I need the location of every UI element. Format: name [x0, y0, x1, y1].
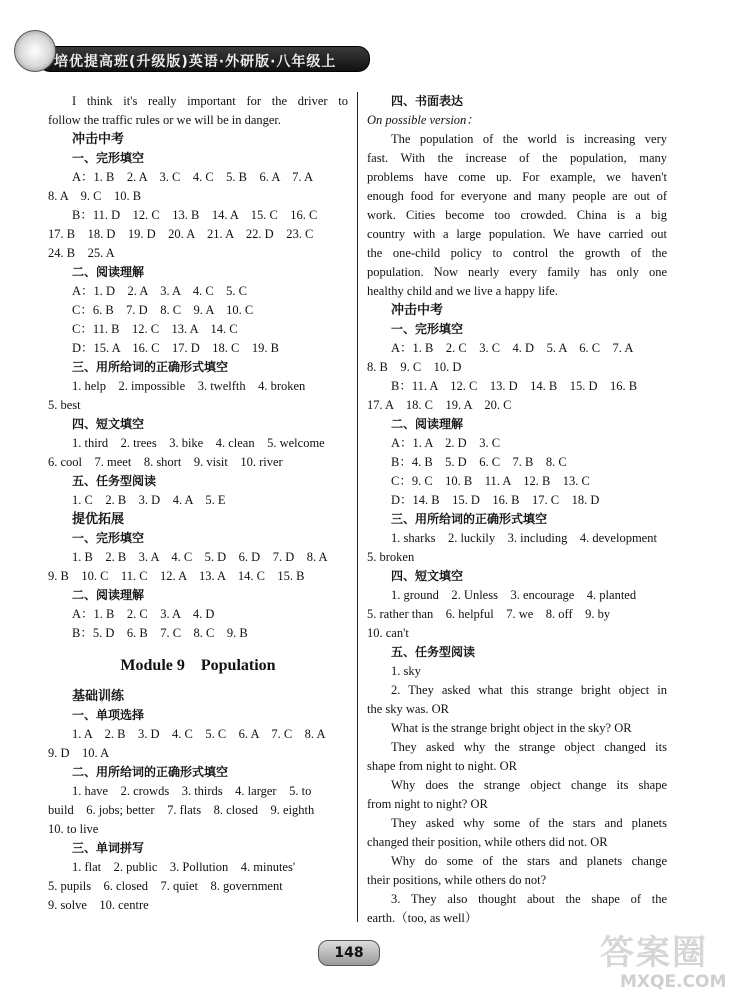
text-line: A：1. B 2. C 3. C 4. D 5. A 6. C 7. A — [391, 341, 634, 355]
header-badge-icon — [14, 30, 56, 72]
text-line: 1. ground 2. Unless 3. encourage 4. planted — [391, 588, 637, 602]
text-line: They asked why the strange object changed its — [391, 740, 667, 754]
text-line: from night to night? OR — [367, 797, 488, 811]
text-line: 9. B 10. C 11. C 12. A 13. A 14. C 15. B — [48, 569, 305, 583]
section-heading: 一、完形填空 — [72, 531, 145, 545]
text-line: 17. B 18. D 19. D 20. A 21. A 22. D 23. C — [48, 227, 314, 241]
text-line: the one-child policy to control the growth of the — [367, 246, 667, 260]
text-line: I think it's really important for the driver to — [72, 94, 348, 108]
left-lines-2 — [48, 687, 348, 915]
text-line: They asked why some of the stars and planets — [391, 816, 667, 830]
text-line: country with a large population. We have carried out — [367, 227, 667, 241]
text-line: C：11. B 12. C 13. A 14. C — [72, 322, 238, 336]
section-heading: 五、任务型阅读 — [391, 645, 476, 659]
text-line: 10. can't — [367, 626, 409, 640]
section-heading: 二、阅读理解 — [391, 417, 464, 431]
text-line: A：1. B 2. A 3. C 4. C 5. B 6. A 7. A — [72, 170, 314, 184]
text-line: 5. broken — [367, 550, 415, 564]
text-line: their positions, while others do not? — [367, 873, 547, 887]
text-line: D：14. B 15. D 16. B 17. C 18. D — [391, 493, 600, 507]
text-line: healthy child and we live a happy life. — [367, 284, 558, 298]
section-heading: 二、阅读理解 — [72, 588, 145, 602]
text-line: the sky was. OR — [367, 702, 449, 716]
text-line: A：1. D 2. A 3. A 4. C 5. C — [72, 284, 248, 298]
section-heading: 提优拓展 — [72, 512, 125, 527]
text-line: 1. A 2. B 3. D 4. C 5. C 6. A 7. C 8. A — [72, 727, 326, 741]
text-line: 10. to live — [48, 822, 99, 836]
section-heading: 一、完形填空 — [72, 151, 145, 165]
text-line: 17. A 18. C 19. A 20. C — [367, 398, 512, 412]
text-line: D：15. A 16. C 17. D 18. C 19. B — [72, 341, 279, 355]
section-heading: 冲击中考 — [391, 303, 444, 318]
text-line: 1. B 2. B 3. A 4. C 5. D 6. D 7. D 8. A — [72, 550, 328, 564]
page-header — [8, 18, 368, 76]
text-line: A：1. A 2. D 3. C — [391, 436, 501, 450]
text-line: 6. cool 7. meet 8. short 9. visit 10. river — [48, 455, 283, 469]
header-title: 培优提高班(升级版)英语·外研版·八年级上 — [54, 54, 337, 70]
text-line: 24. B 25. A — [48, 246, 115, 260]
text-line: fast. With the increase of the population, many — [367, 151, 667, 165]
text-line: 5. pupils 6. closed 7. quiet 8. government — [48, 879, 283, 893]
text-line: earth.（too, as well） — [367, 911, 478, 925]
text-line: B：4. B 5. D 6. C 7. B 8. C — [391, 455, 567, 469]
text-line: problems have come up. For example, we haven't — [367, 170, 667, 184]
left-column — [48, 92, 348, 915]
text-line: On possible version： — [367, 113, 479, 127]
text-line: shape from night to night. OR — [367, 759, 517, 773]
text-line: 1. sky — [391, 664, 421, 678]
section-heading: 一、单项选择 — [72, 708, 145, 722]
text-line: Why does the strange object change its shape — [391, 778, 667, 792]
section-heading: 二、阅读理解 — [72, 265, 145, 279]
text-line: B：11. D 12. C 13. B 14. A 15. C 16. C — [72, 208, 318, 222]
watermark-url: MXQE.COM — [620, 972, 727, 992]
text-line: B：5. D 6. B 7. C 8. C 9. B — [72, 626, 248, 640]
section-heading: 三、单词拼写 — [72, 841, 145, 855]
text-line: 1. have 2. crowds 3. thirds 4. larger 5. to — [72, 784, 312, 798]
module-title: Module 9 Population — [120, 657, 276, 674]
section-heading: 五、任务型阅读 — [72, 474, 157, 488]
text-line: population. Now nearly every family has only one — [367, 265, 667, 279]
text-line: 8. B 9. C 10. D — [367, 360, 462, 374]
text-line: 1. flat 2. public 3. Pollution 4. minutes' — [72, 860, 296, 874]
text-line: Why do some of the stars and planets change — [391, 854, 667, 868]
text-line: 5. best — [48, 398, 81, 412]
text-line: 8. A 9. C 10. B — [48, 189, 142, 203]
text-line: A：1. B 2. C 3. A 4. D — [72, 607, 215, 621]
text-line: 1. sharks 2. luckily 3. including 4. development — [391, 531, 657, 545]
text-line: 1. C 2. B 3. D 4. A 5. E — [72, 493, 226, 507]
text-line: 9. solve 10. centre — [48, 898, 149, 912]
text-line: changed their position, while others did not. OR — [367, 835, 608, 849]
text-line: 9. D 10. A — [48, 746, 110, 760]
text-line: 2. They asked what this strange bright object in — [391, 683, 667, 697]
text-line: follow the traffic rules or we will be in danger. — [48, 113, 282, 127]
text-line: 1. third 2. trees 3. bike 4. clean 5. welcome — [72, 436, 325, 450]
section-heading: 冲击中考 — [72, 132, 125, 147]
left-lines — [48, 92, 348, 643]
page-number: 148 — [318, 940, 380, 966]
right-column — [367, 92, 667, 928]
text-line: work. Cities become too crowded. China is a big — [367, 208, 667, 222]
text-line: What is the strange bright object in the sky? OR — [391, 721, 632, 735]
text-line: 5. rather than 6. helpful 7. we 8. off 9. by — [367, 607, 611, 621]
watermark-logo: 答案圈 — [600, 933, 708, 973]
text-line: The population of the world is increasing very — [391, 132, 667, 146]
section-heading: 一、完形填空 — [391, 322, 464, 336]
right-lines — [367, 92, 667, 928]
text-line: enough food for everyone and many people are out of — [367, 189, 667, 203]
text-line: build 6. jobs; better 7. flats 8. closed 9. eighth — [48, 803, 315, 817]
section-heading: 三、用所给词的正确形式填空 — [391, 512, 548, 526]
section-heading: 四、书面表达 — [391, 94, 464, 108]
column-divider — [357, 92, 358, 922]
section-heading: 二、用所给词的正确形式填空 — [72, 765, 229, 779]
text-line: 1. help 2. impossible 3. twelfth 4. broken — [72, 379, 306, 393]
section-heading: 四、短文填空 — [72, 417, 145, 431]
section-heading: 基础训练 — [72, 689, 125, 704]
text-line: C：6. B 7. D 8. C 9. A 10. C — [72, 303, 254, 317]
text-line: C：9. C 10. B 11. A 12. B 13. C — [391, 474, 590, 488]
section-heading: 四、短文填空 — [391, 569, 464, 583]
text-line: B：11. A 12. C 13. D 14. B 15. D 16. B — [391, 379, 638, 393]
section-heading: 三、用所给词的正确形式填空 — [72, 360, 229, 374]
text-line: 3. They also thought about the shape of the — [391, 892, 667, 906]
